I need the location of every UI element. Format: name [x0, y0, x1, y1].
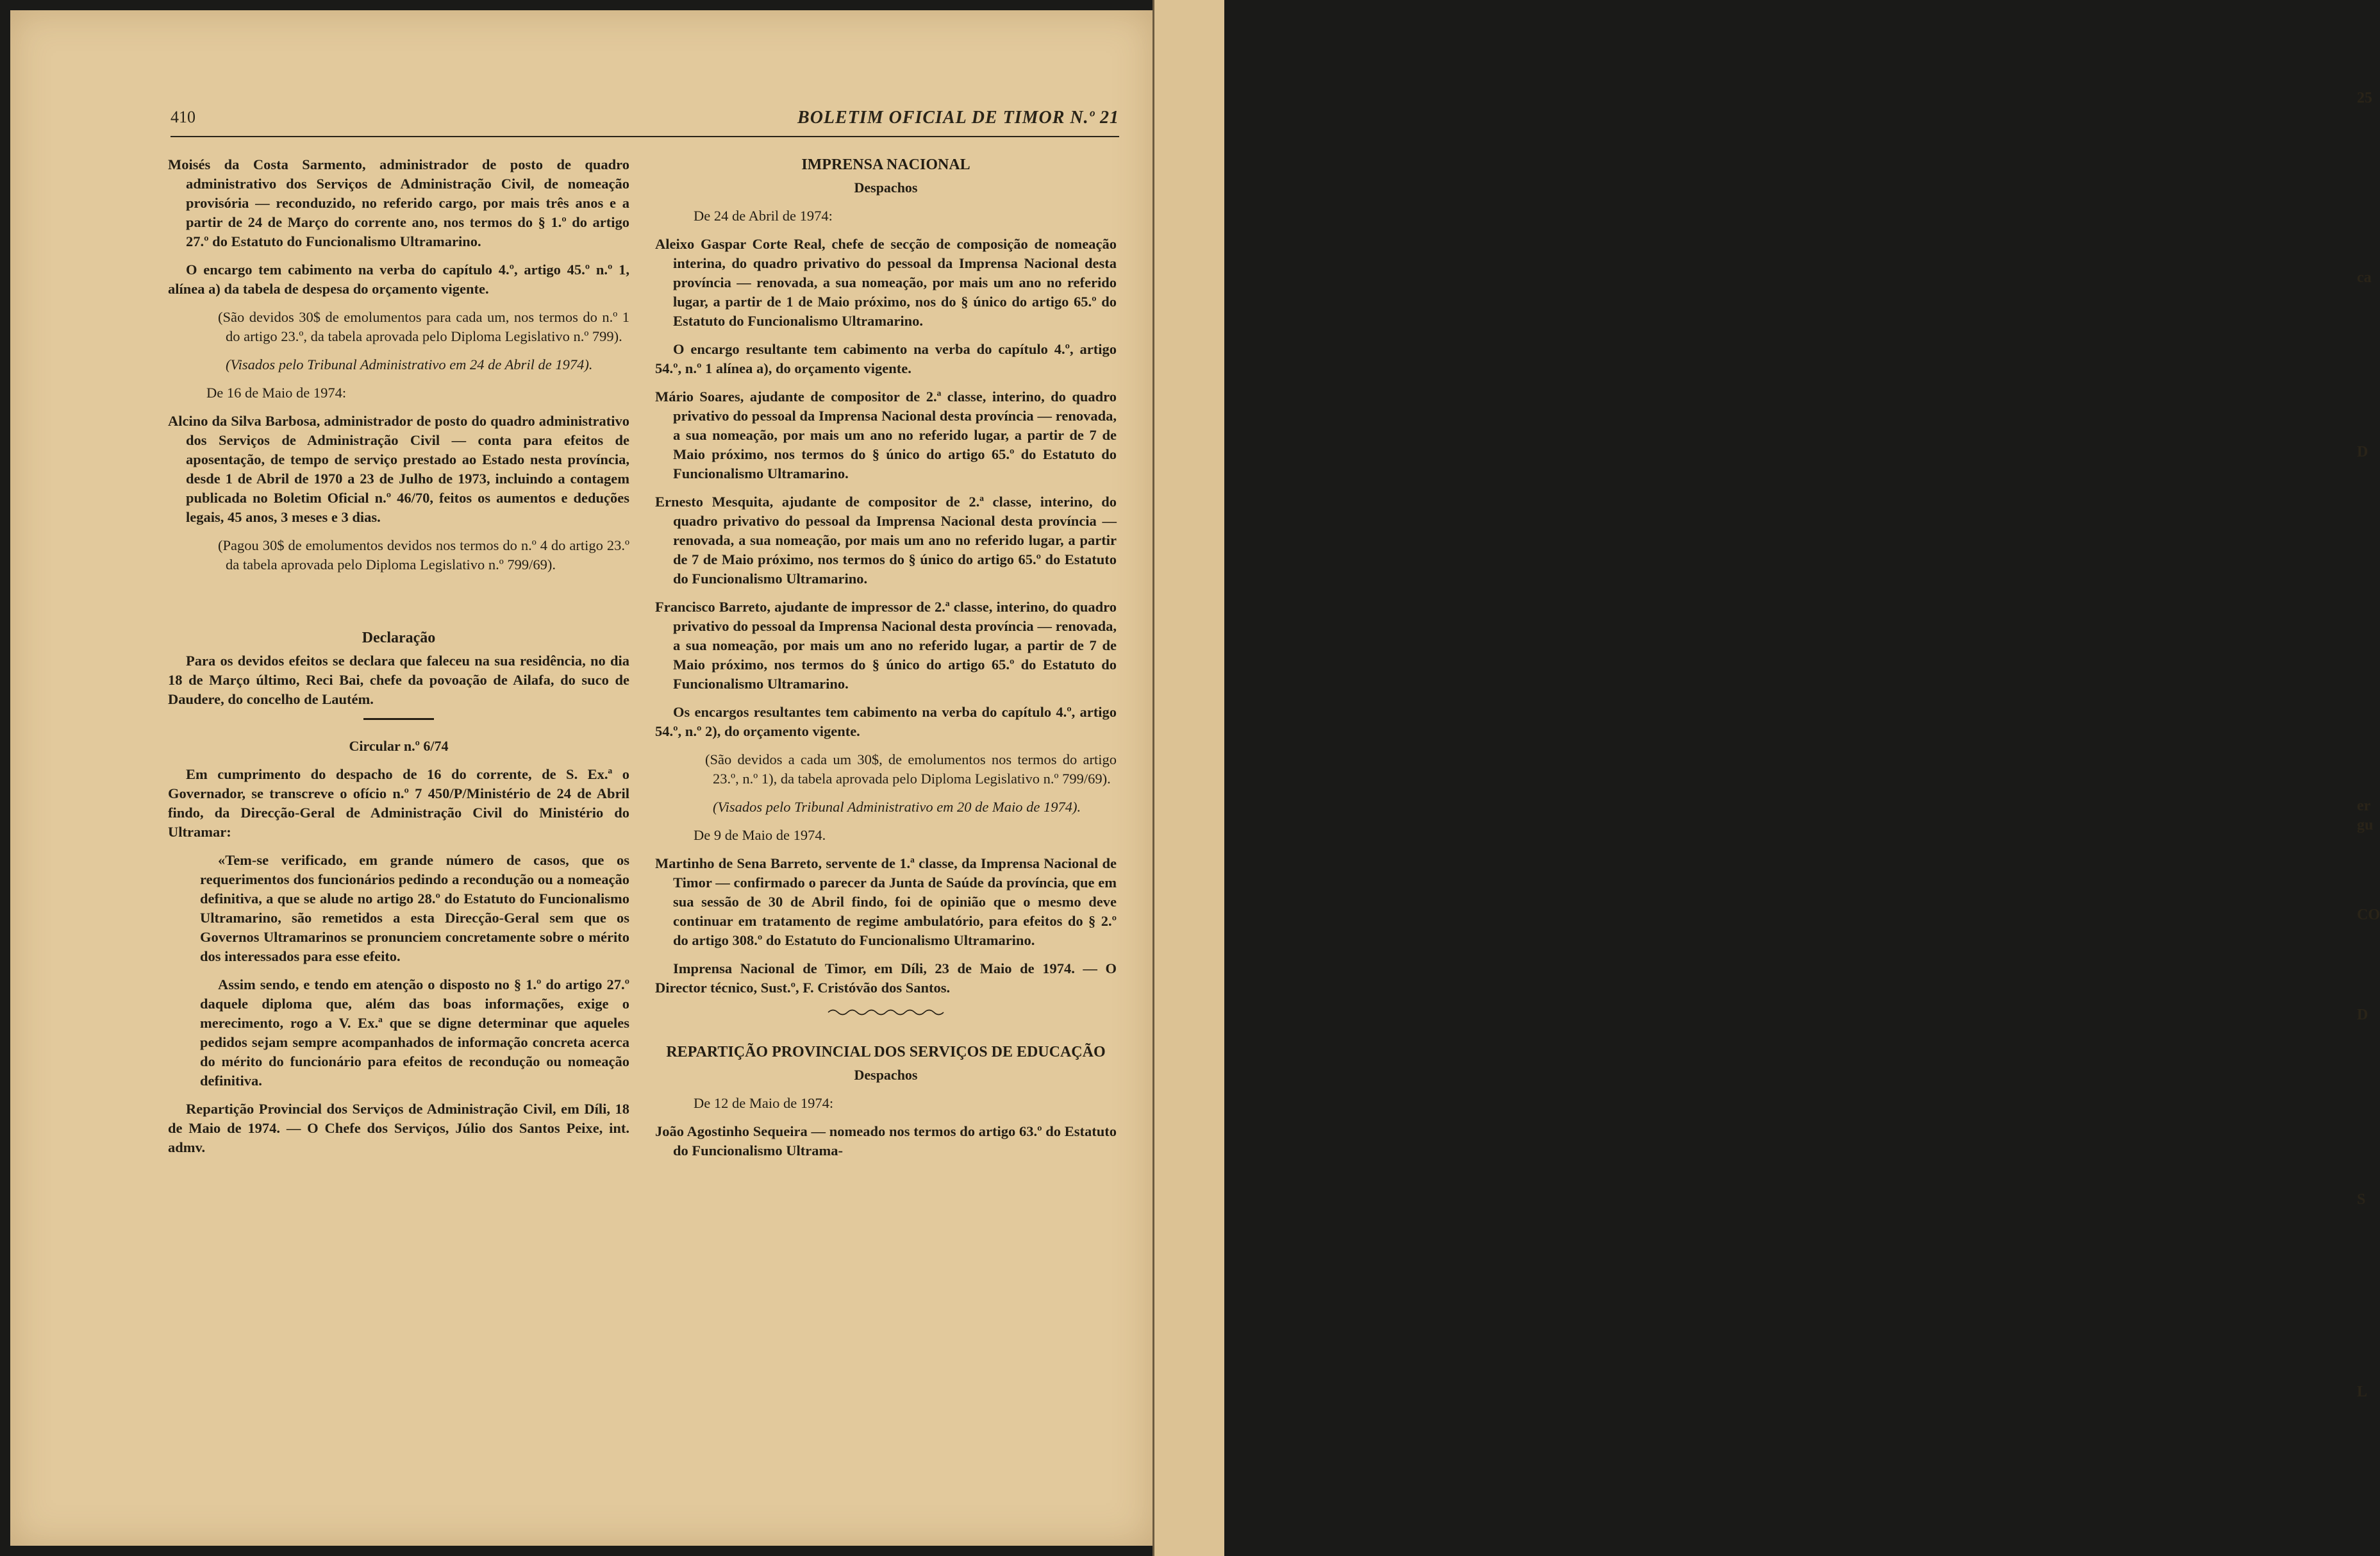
adjacent-text-fragment: gu [2357, 817, 2374, 833]
adjacent-text-fragment: CO [2357, 907, 2380, 923]
section-subheading: Despachos [854, 1067, 918, 1083]
paragraph: Moisés da Costa Sarmento, administrador de posto de quadro administrativo dos Serviços de Administração Civil, de nomeação provisória — reconduzido, no referido cargo, por mais três anos e a partir de 24 de Março do corrente ano, nos termos do § 1.º do artigo 27.º do Estatuto do Funcionalismo Ultramarino. [168, 156, 629, 249]
quoted-paragraph: «Tem-se verificado, em grande número de casos, que os requerimentos dos funcionários pedindo a recondução ou a nomeação definitiva, a que se alude no artigo 28.º do Estatuto do Funcionalismo Ultramarino, são remetidos a esta Direcção-Geral sem que os Governos Ultramarinos se pronunciem concretamente sobre o mérito dos interessados para esse efeito. [200, 852, 629, 964]
section-heading-educacao: REPARTIÇÃO PROVINCIAL DOS SERVIÇOS DE EDUCAÇÃO [666, 1044, 1106, 1060]
adjacent-page-edge [1153, 0, 2380, 1556]
signature-block: Repartição Provincial dos Serviços de Administração Civil, em Díli, 18 de Maio de 1974. — O Chefe dos Serviços, Júlio dos Santos Peixe, int. admv. [168, 1101, 629, 1155]
tribunal-visa: (Visados pelo Tribunal Administrativo em 20 de Maio de 1974). [713, 799, 1081, 815]
circular-title: Circular n.º 6/74 [349, 738, 449, 754]
paragraph: Alcino da Silva Barbosa, administrador de posto do quadro administrativo dos Serviços de Administração Civil — conta para efeitos de aposentação, de tempo de serviço prestado ao Estado nesta província, desde 1 de Abril de 1970 a 23 de Julho de 1973, incluindo a contagem publicada no Boletim Oficial n.º 46/70, feitos os aumentos e deduções legais, 45 anos, 3 meses e 3 dias. [168, 413, 629, 525]
section-subheading: Despachos [854, 180, 918, 196]
paragraph: Os encargos resultantes tem cabimento na verba do capítulo 4.º, artigo 54.º, n.º 2), do orçamento vigente. [655, 704, 1117, 739]
paragraph: O encargo resultante tem cabimento na verba do capítulo 4.º, artigo 54.º, n.º 1 alínea a), do orçamento vigente. [655, 341, 1117, 376]
paragraph: Martinho de Sena Barreto, servente de 1.ª classe, da Imprensa Nacional de Timor — confirmado o parecer da Junta de Saúde da província, que em sua sessão de 30 de Abril findo, foi de opinião que o mesmo deve continuar em tratamento de regime ambulatório, para efeitos do § 2.º do artigo 308.º do Estatuto do Funcionalismo Ultramarino. [655, 855, 1117, 948]
adjacent-text-fragment: S [2357, 1191, 2366, 1208]
paragraph: Em cumprimento do despacho de 16 do corrente, de S. Ex.ª o Governador, se transcreve o ofício n.º 7 450/P/Ministério de 24 de Abril findo, da Direcção-Geral de Administração Civil do Ministério do Ultramar: [168, 766, 629, 840]
adjacent-text-fragment: D [2357, 444, 2368, 460]
adjacent-text-fragment: L [2357, 1384, 2368, 1400]
emolument-note: (São devidos a cada um 30$, de emolumentos nos termos do artigo 23.º, n.º 1), da tabela aprovada pelo Diploma Legislativo n.º 799/69). [705, 751, 1117, 787]
page-header [171, 108, 1119, 137]
paragraph: Aleixo Gaspar Corte Real, chefe de secção de composição de nomeação interina, do quadro privativo do pessoal da Imprensa Nacional desta província — renovada, a sua nomeação, por mais um ano no referido lugar, a partir de 1 de Maio próximo, nos do § único do artigo 65.º do Estatuto do Funcionalismo Ultramarino. [655, 236, 1117, 329]
signature-block: Imprensa Nacional de Timor, em Díli, 23 de Maio de 1974. — O Director técnico, Sust.º, F. Cristóvão dos Santos. [655, 960, 1117, 996]
adjacent-text-fragment: er [2357, 798, 2371, 814]
right-column [655, 155, 1117, 1169]
dispatch-date: De 16 de Maio de 1974: [206, 385, 347, 401]
paragraph: Mário Soares, ajudante de compositor de 2.ª classe, interino, do quadro privativo do pessoal da Imprensa Nacional desta província — renovada, a sua nomeação, por mais um ano no referido lugar, a partir de 7 de Maio próximo, nos termos do § único do artigo 65.º do Estatuto do Funcionalismo Ultramarino. [655, 389, 1117, 481]
document-page [10, 10, 1153, 1546]
wavy-divider [828, 1008, 944, 1017]
paragraph: O encargo tem cabimento na verba do capítulo 4.º, artigo 45.º n.º 1, alínea a) da tabela de despesa do orçamento vigente. [168, 262, 629, 297]
emolument-note: (Pagou 30$ de emolumentos devidos nos termos do n.º 4 do artigo 23.º da tabela aprovada pelo Diploma Legislativo n.º 799/69). [218, 537, 629, 573]
dispatch-date: De 12 de Maio de 1974: [694, 1095, 834, 1111]
section-divider [363, 718, 434, 720]
section-heading-declaracao: Declaração [362, 630, 436, 646]
paragraph: Ernesto Mesquita, ajudante de compositor de 2.ª classe, interino, do quadro privativo do pessoal da Imprensa Nacional desta província — renovada, a sua nomeação, por mais um ano no referido lugar, a partir de 7 de Maio próximo, nos termos do § único do artigo 65.º do Estatuto do Funcionalismo Ultramarino. [655, 494, 1117, 587]
adjacent-page-number-fragment: 25 [2357, 90, 2372, 106]
paragraph: Francisco Barreto, ajudante de impressor de 2.ª classe, interino, do quadro privativo do pessoal da Imprensa Nacional desta província — renovada, a sua nomeação, por mais um ano no referido lugar, a partir de 7 de Maio próximo, nos termos do § único do artigo 65.º do Estatuto do Funcionalismo Ultramarino. [655, 599, 1117, 692]
left-column [168, 155, 629, 1166]
spacer [168, 583, 629, 628]
emolument-note: (São devidos 30$ de emolumentos para cada um, nos termos do n.º 1 do artigo 23.º, da tabela aprovada pelo Diploma Legislativo n.º 799). [218, 309, 629, 344]
page-number: 410 [171, 108, 196, 126]
tribunal-visa: (Visados pelo Tribunal Administrativo em 24 de Abril de 1974). [226, 356, 593, 372]
paragraph: João Agostinho Sequeira — nomeado nos termos do artigo 63.º do Estatuto do Funcionalismo Ultrama- [655, 1123, 1117, 1159]
dispatch-date: De 24 de Abril de 1974: [694, 208, 833, 224]
adjacent-text-fragment: D [2357, 1007, 2368, 1023]
quoted-paragraph: Assim sendo, e tendo em atenção o disposto no § 1.º do artigo 27.º daquele diploma que, além das boas informações, exige o merecimento, rogo a V. Ex.ª que se digne determinar que aqueles pedidos sejam sempre acompanhados de informação concreta acerca do mérito do funcionário para efeitos de recondução ou nomeação definitiva. [200, 976, 629, 1089]
dispatch-date: De 9 de Maio de 1974. [694, 827, 826, 843]
adjacent-text-fragment: ca [2357, 269, 2372, 286]
section-heading-imprensa: IMPRENSA NACIONAL [801, 156, 970, 173]
paragraph: Para os devidos efeitos se declara que faleceu na sua residência, no dia 18 de Março último, Reci Bai, chefe da povoação de Ailafa, do suco de Daudere, do concelho de Lautém. [168, 653, 629, 707]
journal-title: BOLETIM OFICIAL DE TIMOR N.º 21 [797, 108, 1119, 128]
